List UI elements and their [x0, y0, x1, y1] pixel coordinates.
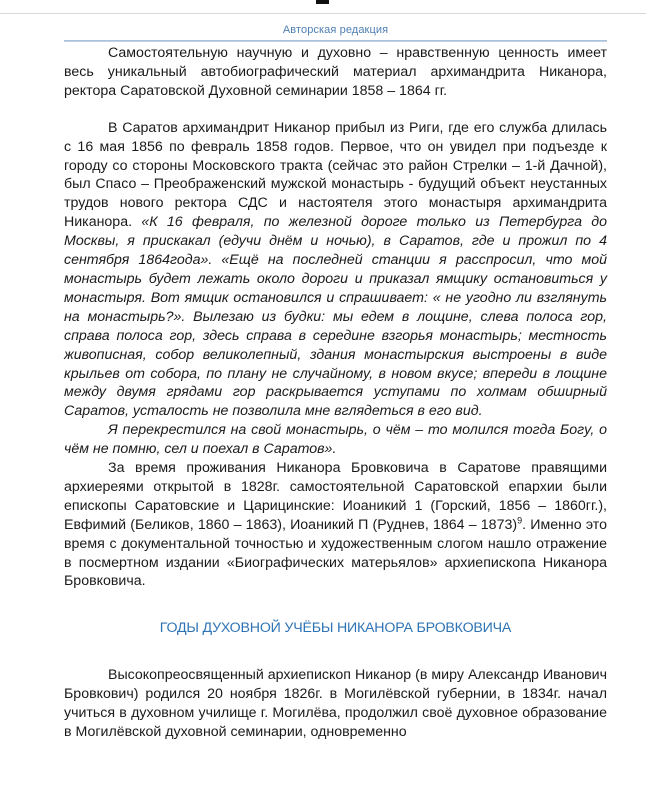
footnote-reference[interactable]: 9 [517, 515, 523, 526]
paragraph-gap [64, 101, 607, 119]
paragraph-arrival-quote: «К 16 февраля, по железной дороге только из Петербурга до Москвы, я прискакал (едучи днём и ночью), в Саратов, где и прожил по 4 сентября 1864года». «Ещё на последней станции я расспросил, что мой монастырь будет лежать около дороги и приказал ямщику остановиться у монастыря. Вот ямщик остановился и спрашивает: « не угодно ли взглянуть на монастырь?». Вылезаю из будки: мы едем в лощине, слева полоса гор, справа полоса гор, здесь справа в середине взгорья монастырь; местность живописная, собор великолепный, здания монастырския выстроены в виде крыльев от собора, по плану не случайному, в новом вкусе; впереди в лощине между двумя грядами гор раскрывается уступами по холмам обширный Саратов, усталость не позволила мне вглядеться в его вид. [64, 214, 607, 420]
bishops-text: За время проживания Никанора Бровковича в Саратове правящими архиереями открытой в 1828г. самостоятельной Саратовской епархии были епископы Саратовские и Царицинские: Иоаникий 1 (Горский, 1856 – 1860гг.), Евфимий (Беликов, 1860 – 1863), Иоаникий П (Руднев, 1864 – 1873) [64, 460, 607, 533]
header-rule [64, 40, 607, 42]
section-gap [64, 591, 607, 619]
paragraph-arrival-text: В Саратов архимандрит Никанор прибыл из Риги, где его служба длилась с 16 мая 1856 по февраль 1858 годов. Первое, что он увидел при подъезде к городу со стороны Московского тракта (сейчас это район Стрелки – 1-й Дачной), был Спасо – Преображенский мужской монастырь - будущий объект неустанных трудов нового ректора СДС и настоятеля этого монастыря архимандрита Никанора. [64, 119, 607, 231]
document-page [64, 44, 607, 742]
prayer-quote-text: Я перекрестился на свой монастырь, о чём – то молился тогда Богу, о чём не помню, сел и поехал в Саратов». [64, 422, 607, 458]
paragraph-prayer-quote [64, 421, 607, 459]
paragraph-intro: Самостоятельную научную и духовно – нравственную ценность имеет весь уникальный автобиографический материал архимандрита Никанора, ректора Саратовской Духовной семинарии 1858 – 1864 гг. [64, 45, 607, 99]
viewer-top-bar [0, 0, 646, 14]
paragraph-arrival [64, 119, 607, 422]
scroll-indicator[interactable] [316, 0, 329, 4]
running-header: Авторская редакция [282, 24, 389, 36]
bishops-text-end: . Именно это время с документальной точностью и художественным слогом нашло отражение в посмертном издании «Биографических матерьялов» архиепископа Никанора Бровковича. [64, 516, 607, 590]
section-gap [64, 638, 607, 666]
section-title: ГОДЫ ДУХОВНОЙ УЧЁБЫ НИКАНОРА БРОВКОВИЧА [159, 620, 512, 637]
paragraph-bishops [64, 459, 607, 591]
paragraph-biography: Высокопреосвященный архиепископ Никанор (в миру Александр Иванович Бровкович) родился 20 ноября 1826г. в Могилёвской губернии, в 1834г. начал учиться в духовном училище г. Могилёва, продолжил своё духовное образование в Могилёвской духовной семинарии, одновременно [64, 667, 607, 740]
